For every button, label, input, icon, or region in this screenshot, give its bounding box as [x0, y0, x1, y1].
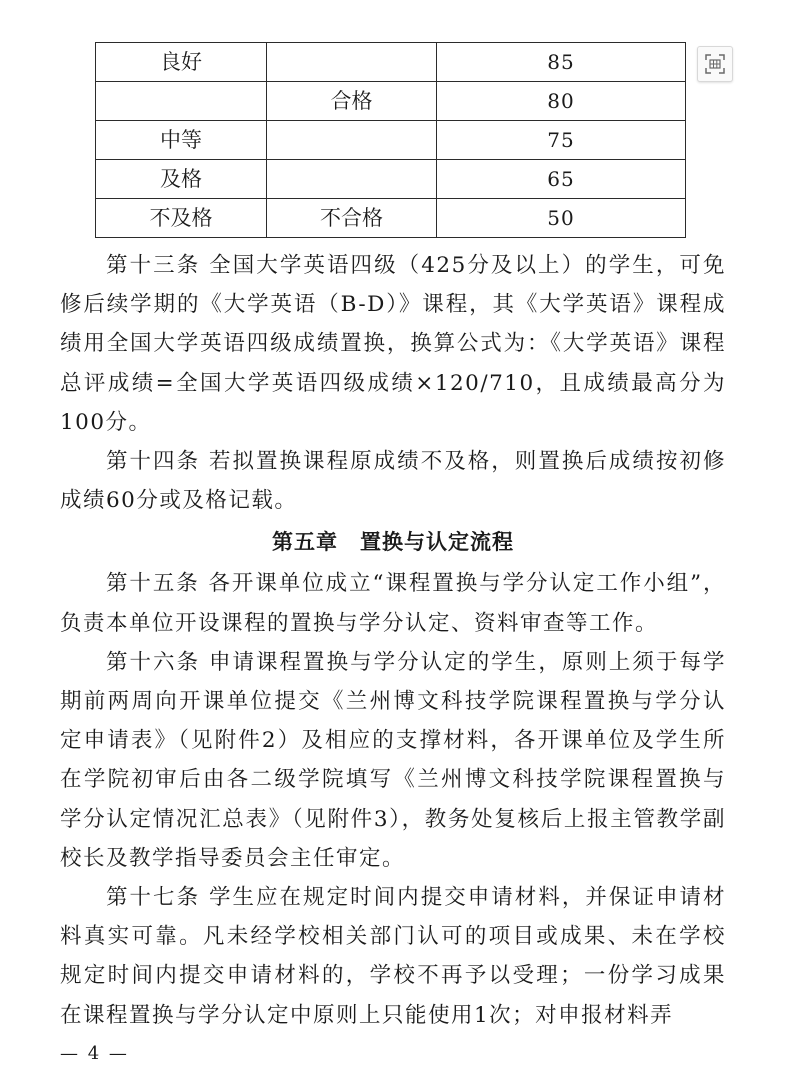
article-13: 第十三条 全国大学英语四级（425分及以上）的学生，可免修后续学期的《大学英语（B-D）》课程，其《大学英语》课程成绩用全国大学英语四级成绩置换，换算公式为：《大学英语》课程总评成绩=全国大学英语四级成绩×120/710，且成绩最高分为100分。: [60, 253, 726, 435]
table-row: [96, 199, 686, 238]
document-body: [60, 246, 726, 1035]
page-number: — 4 —: [60, 1043, 129, 1064]
table-row: [96, 160, 686, 199]
table-row: [96, 121, 686, 160]
table-cell-score: 75: [437, 121, 686, 160]
table-cell-grade: 良好: [96, 43, 267, 82]
table-cell-grade: 及格: [96, 160, 267, 199]
table-view-icon[interactable]: [697, 46, 733, 82]
article-17: 第十七条 学生应在规定时间内提交申请材料，并保证申请材料真实可靠。凡未经学校相关部门认可的项目或成果、未在学校规定时间内提交申请材料的，学校不再予以受理；一份学习成果在课程置换与学分认定中原则上只能使用1次；对申报材料弄: [60, 885, 726, 1028]
table-cell-grade: 不及格: [96, 199, 267, 238]
grade-table: [95, 42, 686, 238]
table-cell-level: [267, 160, 437, 199]
table-cell-score: 50: [437, 199, 686, 238]
table-cell-score: 80: [437, 82, 686, 121]
table-cell-score: 65: [437, 160, 686, 199]
table-cell-grade: 中等: [96, 121, 267, 160]
table-cell-level: [267, 43, 437, 82]
article-14: 第十四条 若拟置换课程原成绩不及格，则置换后成绩按初修成绩60分或及格记载。: [60, 449, 726, 514]
table-row: [96, 43, 686, 82]
article-16: 第十六条 申请课程置换与学分认定的学生，原则上须于每学期前两周向开课单位提交《兰州博文科技学院课程置换与学分认定申请表》（见附件2）及相应的支撑材料，各开课单位及学生所在学院初审后由各二级学院填写《兰州博文科技学院课程置换与学分认定情况汇总表》（见附件3），教务处复核后上报主管教学副校长及教学指导委员会主任审定。: [60, 649, 726, 871]
table-grid-icon: [704, 53, 726, 75]
article-15: 第十五条 各开课单位成立“课程置换与学分认定工作小组”，负责本单位开设课程的置换与学分认定、资料审查等工作。: [60, 571, 726, 636]
table-cell-grade: [96, 82, 267, 121]
table-cell-level: 合格: [267, 82, 437, 121]
table-cell-level: [267, 121, 437, 160]
chapter-heading: 第五章 置换与认定流程: [272, 530, 514, 555]
table-row: [96, 82, 686, 121]
table-cell-score: 85: [437, 43, 686, 82]
table-cell-level: 不合格: [267, 199, 437, 238]
